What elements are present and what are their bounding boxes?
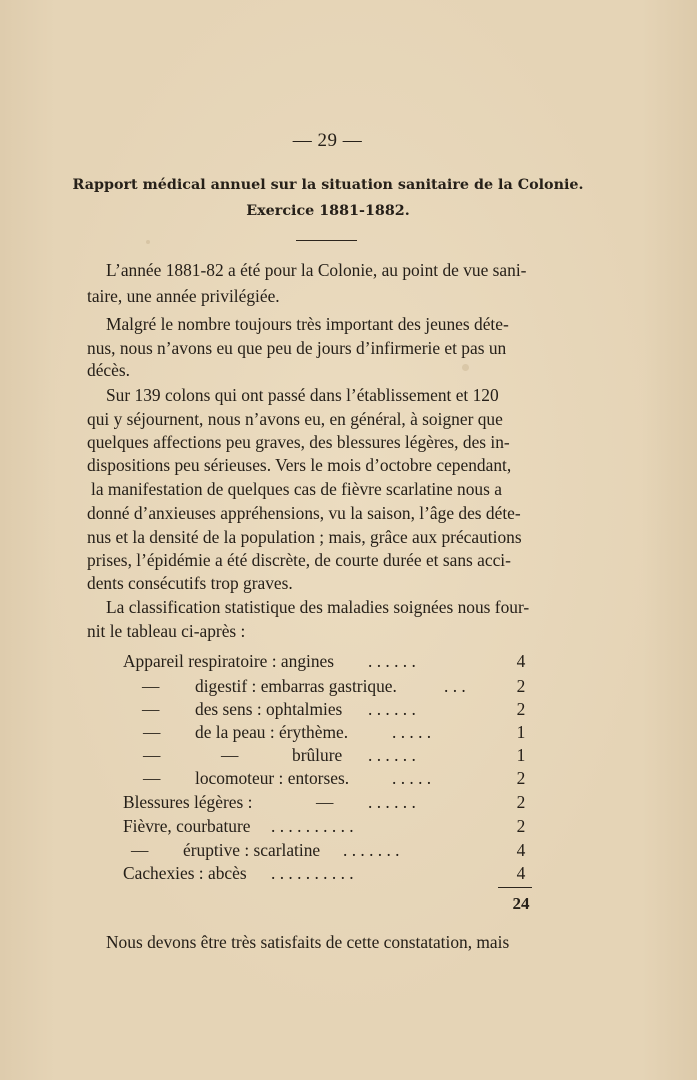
row-label: éruptive : scarlatine (183, 840, 321, 860)
body-line: donné d’anxieuses appréhensions, vu la saison, l’âge des déte- (87, 503, 521, 523)
ditto-mark: — (142, 676, 160, 696)
row-value: 2 (516, 792, 526, 812)
row-value: 1 (516, 722, 526, 742)
row-value: 4 (516, 651, 526, 671)
row-label: locomoteur : entorses. (195, 768, 350, 788)
row-value: 2 (516, 768, 526, 788)
row-leader-dots: . . . . . . (368, 651, 416, 671)
row-value: 2 (516, 699, 526, 719)
row-leader-dots: . . . . . . (368, 792, 416, 812)
row-label: brûlure (292, 745, 343, 765)
row-leader-dots: . . . . . (392, 722, 432, 742)
body-line: décès. (87, 360, 130, 380)
row-label: Fièvre, courbature (123, 816, 251, 836)
body-line: dents consécutifs trop graves. (87, 573, 293, 593)
sum-rule (498, 887, 532, 888)
row-value: 4 (516, 840, 526, 860)
row-value: 2 (516, 816, 526, 836)
body-line: dispositions peu sérieuses. Vers le mois d’octobre cependant, (87, 455, 512, 475)
row-leader-dots: . . . . . (392, 768, 432, 788)
report-subtitle: Exercice 1881-1882. (246, 203, 410, 219)
row-value: 4 (516, 863, 526, 883)
body-line: nus, nous n’avons eu que peu de jours d’infirmerie et pas un (87, 338, 507, 358)
row-leader-dots: . . . . . . (368, 699, 416, 719)
ink-spot (146, 240, 150, 244)
body-line: nit le tableau ci-après : (87, 621, 246, 641)
ditto-mark: — (221, 745, 239, 765)
ditto-mark: — (142, 699, 160, 719)
ditto-mark: — (143, 722, 161, 742)
ditto-mark: — (131, 840, 149, 860)
row-leader-dots: . . . . . . . . . . (271, 863, 354, 883)
body-line: qui y séjournent, nous n’avons eu, en général, à soigner que (87, 409, 503, 429)
ink-spot (462, 364, 469, 371)
row-label: digestif : embarras gastrique. (195, 676, 397, 696)
row-label: de la peau : érythème. (195, 722, 349, 742)
row-label: Blessures légères : (123, 792, 253, 812)
page-number: — 29 — (292, 130, 363, 151)
row-leader-dots: . . . . . . (368, 745, 416, 765)
body-line: nus et la densité de la population ; mais, grâce aux précautions (87, 527, 522, 547)
report-title: Rapport médical annuel sur la situation sanitaire de la Colonie. (72, 177, 584, 193)
row-leader-dots: . . . . . . . (343, 840, 400, 860)
row-label: des sens : ophtalmies (195, 699, 343, 719)
ditto-mark: — (316, 792, 334, 812)
row-value: 2 (516, 676, 526, 696)
row-label: Appareil respiratoire : angines (123, 651, 335, 671)
body-line: prises, l’épidémie a été discrète, de courte durée et sans acci- (87, 550, 511, 570)
body-line: la manifestation de quelques cas de fièvre scarlatine nous a (91, 479, 502, 499)
closing-line: Nous devons être très satisfaits de cette constatation, mais (106, 932, 510, 952)
body-line: taire, une année privilégiée. (87, 286, 280, 306)
table-total: 24 (512, 894, 530, 913)
ditto-mark: — (143, 745, 161, 765)
row-label: Cachexies : abcès (123, 863, 247, 883)
title-divider (296, 240, 357, 241)
body-line: Sur 139 colons qui ont passé dans l’établissement et 120 (106, 385, 499, 405)
body-line: quelques affections peu graves, des blessures légères, des in- (87, 432, 510, 452)
body-line: Malgré le nombre toujours très important des jeunes déte- (106, 314, 509, 334)
row-value: 1 (516, 745, 526, 765)
row-leader-dots: . . . . . . . . . . (271, 816, 354, 836)
body-line: La classification statistique des maladies soignées nous four- (106, 597, 530, 617)
row-leader-dots: . . . (444, 676, 466, 696)
ditto-mark: — (143, 768, 161, 788)
body-line: L’année 1881-82 a été pour la Colonie, au point de vue sani- (106, 260, 527, 280)
